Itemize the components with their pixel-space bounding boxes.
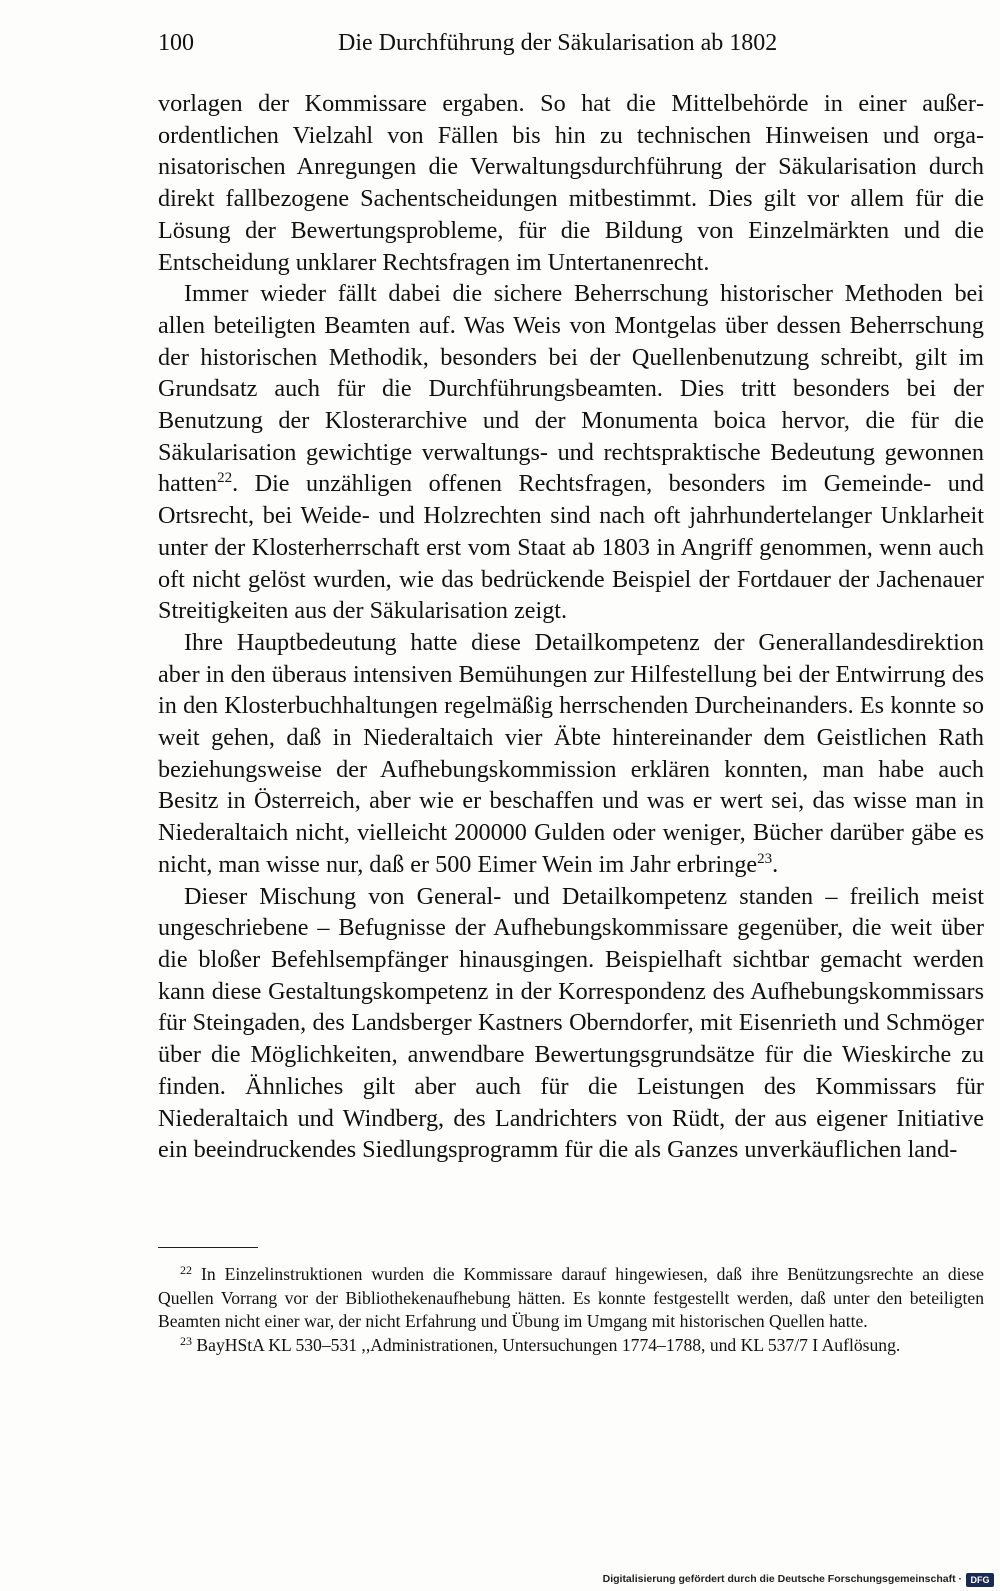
- footnote-22: [158, 1263, 984, 1334]
- body-text: [158, 88, 984, 1166]
- footnote-ref-22[interactable]: 22: [217, 470, 233, 487]
- paragraph-2-text: Immer wieder fällt dabei die sichere Beherrschung historischer Methoden bei allen beteiligten Beamten auf. Was Weis von Montgelas über dessen Beherrschung der historischen Methodik, besonders bei der Quellenbenutzung schreibt, gilt im Grundsatz auch für die Durchführungsbeamten. Dies tritt besonders bei der Benutzung der Klosterarchive und der Monumenta boica hervor, die für die Säkularisation gewichtige verwaltungs- und rechtspraktische Bedeutung gewonnen hatten: [158, 280, 984, 498]
- paragraph-1: vorlagen der Kommissare ergaben. So hat die Mittelbehörde in einer außerordentlichen Vielzahl von Fällen bis hin zu technischen Hinweisen und organisatorischen Anregungen die Verwaltungsdurchführung der Säkularisation durch direkt fallbezogene Sachentscheidungen mitbestimmt. Dies gilt vor allem für die Lösung der Bewertungsprobleme, für die Bildung von Einzelmärkten und die Entscheidung unklarer Rechtsfragen im Untertanenrecht.: [158, 90, 984, 276]
- paragraph-2-text-cont: . Die unzähligen offenen Rechtsfragen, besonders im Gemeinde- und Ortsrecht, bei Weide- und Holzrechten sind nach oft jahrhundertelanger Unklarheit unter der Klosterherrschaft erst vom Staat ab 1803 in Angriff genommen, wenn auch oft nicht gelöst wurden, wie das bedrückende Beispiel der Fortdauer der Jachenauer Streitigkeiten aus der Säkularisation zeigt.: [158, 470, 984, 625]
- footnote-mark: 22: [180, 1263, 192, 1277]
- running-title: Die Durchführung der Säkularisation ab 1802: [338, 30, 778, 56]
- digitization-credit: Digitalisierung gefördert durch die Deutsche Forschungsgemeinschaft ·: [602, 1573, 962, 1585]
- page-number: 100: [158, 30, 194, 56]
- footnote-text: In Einzelinstruktionen wurden die Kommissare darauf hingewiesen, daß ihre Benützungsrechte an diese Quellen Vorrang vor der Bibliothekenaufhebung hätten. Es konnte festgestellt werden, daß unter den beteiligten Beamten nicht einer war, der nicht Erfahrung und Übung im Umgang mit historischen Quellen hatte.: [158, 1264, 984, 1332]
- footnote-23: [158, 1334, 984, 1358]
- dfg-logo-icon: DFG: [966, 1573, 994, 1587]
- footnote-text: BayHStA KL 530–531 ,,Administrationen, Untersuchungen 1774–1788, und KL 537/7 I Auflösung.: [196, 1334, 901, 1355]
- paragraph-3-text-cont: .: [772, 850, 779, 878]
- paragraph-4: Dieser Mischung von General- und Detailkompetenz standen – freilich meist ungeschriebene – Befugnisse der Aufhebungskommissare gegenüber, die weit über die bloßer Befehlsempfänger hinausgingen. Beispielhaft sichtbar gemacht werden kann diese Gestaltungskompetenz in der Korrespondenz des Aufhebungskommissars für Steingaden, des Landsberger Kastners Oberndorfer, mit Eisenrieth und Schmöger über die Möglichkeiten, anwendbare Bewertungsgrundsätze für die Wieskirche zu finden. Ähnliches gilt aber auch für die Leistungen des Kommissars für Niederaltaich und Windberg, des Landrichters von Rüdt, der aus eigener Initiative ein beeindruckendes Siedlungsprogramm für die als Ganzes unverkäuflichen land-: [158, 882, 984, 1164]
- footnote-divider: [158, 1247, 258, 1248]
- paragraph-3: [158, 627, 984, 881]
- footnote-mark: 23: [180, 1333, 192, 1348]
- paragraph-3-text: Ihre Hauptbedeutung hatte diese Detailkompetenz der Generallandesdirektion aber in den überaus intensiven Bemühungen zur Hilfestellung bei der Entwirrung des in den Klosterbuchhaltungen regelmäßig herrschenden Durcheinanders. Es konnte so weit gehen, daß in Niederaltaich vier Äbte hintereinander dem Geistlichen Rath beziehungsweise der Aufhebungskommission erklären konnten, man habe auch Besitz in Österreich, aber wie er beschaffen und was er wert sei, das wisse man in Niederaltaich nicht, vielleicht 200000 Gulden oder weniger, Bücher darüber gäbe es nicht, man wisse nur, daß er 500 Eimer Wein im Jahr erbringe: [158, 628, 984, 878]
- footnote-ref-23[interactable]: 23: [757, 850, 773, 867]
- paragraph-2: [158, 278, 984, 627]
- running-head: [158, 30, 984, 70]
- footnotes: [158, 1263, 984, 1357]
